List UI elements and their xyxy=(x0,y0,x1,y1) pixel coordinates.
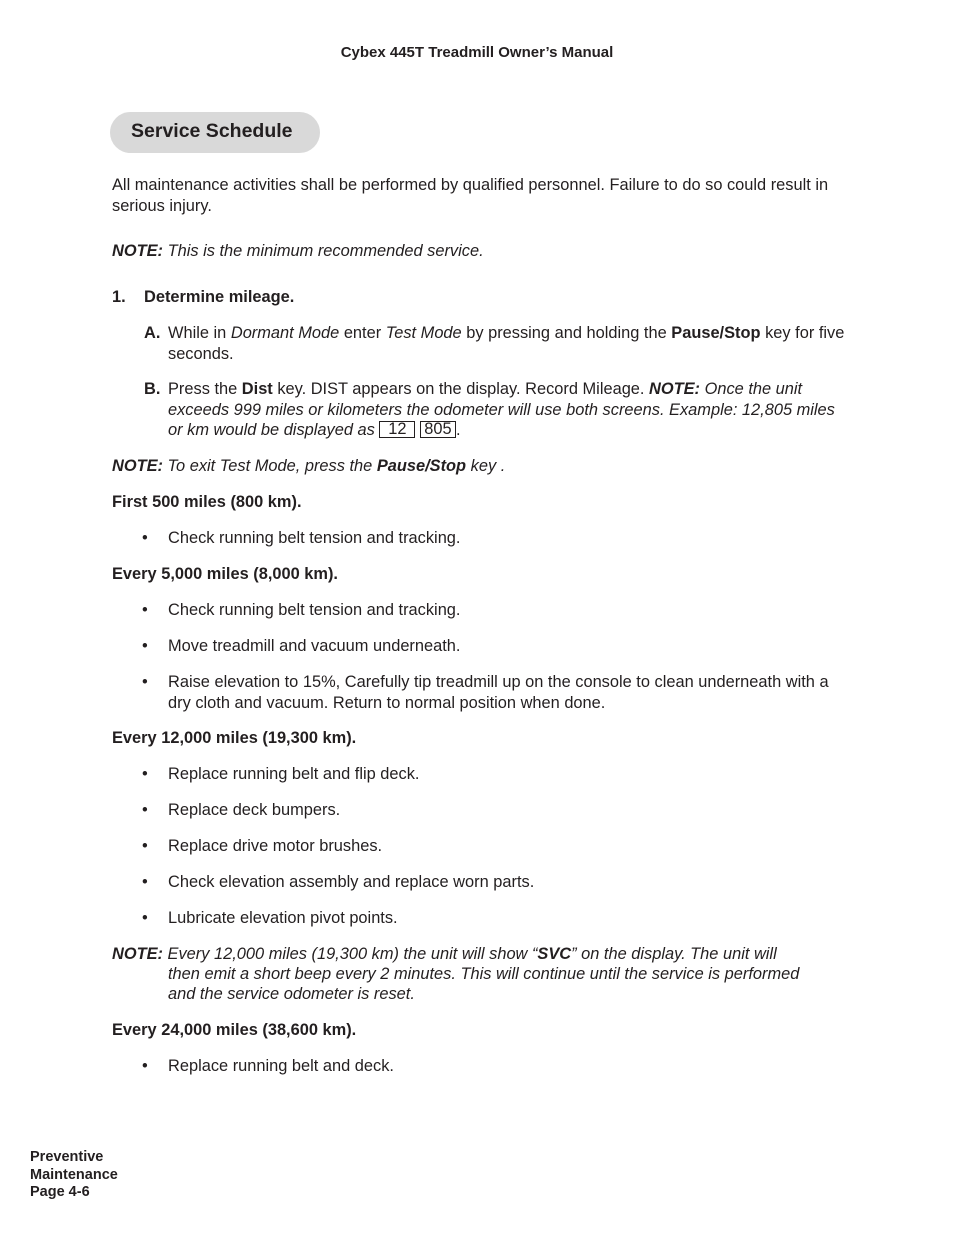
footer-line: Maintenance xyxy=(30,1166,118,1183)
page-footer xyxy=(30,1149,118,1202)
list-item: Raise elevation to 15%, Carefully tip treadmill up on the console to clean underneath with a dry cloth and vacuum. Return to normal position when done. xyxy=(168,673,829,712)
bullet-icon: • xyxy=(142,1057,148,1075)
odometer-box-thousands: 12 xyxy=(379,421,415,438)
note-svc-line2: then emit a short beep every 2 minutes. This will continue until the service is performed xyxy=(168,965,800,983)
substep-marker-b: B. xyxy=(144,380,161,398)
bullet-icon: • xyxy=(142,601,148,619)
list-item: Move treadmill and vacuum underneath. xyxy=(168,637,461,655)
step-title: Determine mileage. xyxy=(144,288,295,306)
list-item: Lubricate elevation pivot points. xyxy=(168,909,398,927)
manual-header: Cybex 445T Treadmill Owner’s Manual xyxy=(340,44,614,61)
substep-a-text: While in Dormant Mode enter Test Mode by pressing and holding the Pause/Stop key for five seconds. xyxy=(168,324,845,363)
bullet-icon: • xyxy=(142,529,148,547)
note-text: This is the minimum recommended service. xyxy=(167,242,484,260)
interval-heading-12000: Every 12,000 miles (19,300 km). xyxy=(112,729,357,747)
bullet-icon: • xyxy=(142,909,148,927)
substep-marker-a: A. xyxy=(144,324,161,342)
note-svc-line3: and the service odometer is reset. xyxy=(168,985,415,1003)
bullet-icon: • xyxy=(142,801,148,819)
page-number: Page 4-6 xyxy=(30,1184,90,1200)
list-item: Replace drive motor brushes. xyxy=(168,837,383,855)
interval-heading-24000: Every 24,000 miles (38,600 km). xyxy=(112,1021,357,1039)
interval-heading-5000: Every 5,000 miles (8,000 km). xyxy=(112,565,338,583)
list-item: Replace running belt and deck. xyxy=(168,1057,394,1075)
bullet-icon: • xyxy=(142,837,148,855)
note-exit-test-mode: NOTE: To exit Test Mode, press the Pause/Stop key . xyxy=(112,457,506,475)
section-title: Service Schedule xyxy=(110,112,320,153)
bullet-icon: • xyxy=(142,673,148,691)
bullet-icon: • xyxy=(142,765,148,783)
odometer-box-units: 805 xyxy=(420,421,456,438)
step-number: 1. xyxy=(112,288,126,306)
intro-paragraph: All maintenance activities shall be performed by qualified personnel. Failure to do so could result in serious injury. xyxy=(112,176,829,215)
list-item: Check running belt tension and tracking. xyxy=(168,529,461,547)
note-minimum-service xyxy=(112,241,847,262)
substep-b-text: Press the Dist key. DIST appears on the display. Record Mileage. NOTE: Once the unit exceeds 999 miles or kilometers the odometer will use both screens. Example: 12,805 miles or km would be displayed as 12 805 . xyxy=(168,380,835,439)
note-svc-line1: NOTE: Every 12,000 miles (19,300 km) the unit will show “SVC” on the display. The unit will xyxy=(112,945,777,963)
note-label: NOTE: xyxy=(112,242,163,260)
bullet-icon: • xyxy=(142,873,148,891)
footer-line: Preventive xyxy=(30,1149,104,1165)
list-item: Replace running belt and flip deck. xyxy=(168,765,420,783)
list-item: Check elevation assembly and replace worn parts. xyxy=(168,873,535,891)
list-item: Replace deck bumpers. xyxy=(168,801,341,819)
bullet-icon: • xyxy=(142,637,148,655)
interval-heading-500: First 500 miles (800 km). xyxy=(112,493,302,511)
list-item: Check running belt tension and tracking. xyxy=(168,601,461,619)
